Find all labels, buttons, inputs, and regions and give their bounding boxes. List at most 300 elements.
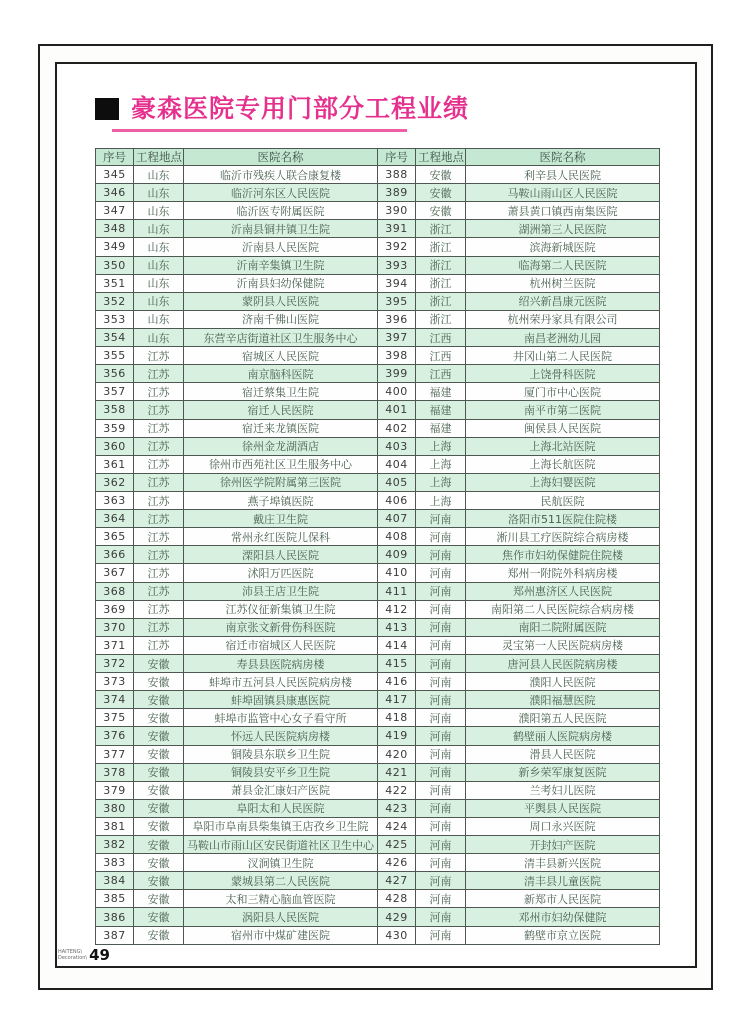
location-cell: 河南 xyxy=(416,781,466,799)
table-row xyxy=(96,274,378,292)
hospital-name-cell: 徐州金龙湖酒店 xyxy=(184,437,378,455)
table-row xyxy=(378,600,660,618)
row-number-cell: 369 xyxy=(96,600,134,618)
row-number-cell: 372 xyxy=(96,654,134,672)
location-cell: 山东 xyxy=(134,292,184,310)
table-row xyxy=(378,347,660,365)
location-cell: 安徽 xyxy=(134,836,184,854)
location-cell: 江西 xyxy=(416,347,466,365)
location-cell: 江苏 xyxy=(134,528,184,546)
table-row xyxy=(96,510,378,528)
hospital-name-cell: 临沂河东区人民医院 xyxy=(184,184,378,202)
hospital-name-cell: 南阳第二人民医院综合病房楼 xyxy=(466,600,660,618)
table-row xyxy=(96,292,378,310)
location-cell: 河南 xyxy=(416,727,466,745)
row-number-cell: 412 xyxy=(378,600,416,618)
row-number-cell: 363 xyxy=(96,491,134,509)
hospital-name-cell: 洛阳市511医院住院楼 xyxy=(466,510,660,528)
location-cell: 浙江 xyxy=(416,220,466,238)
hospital-name-cell: 寿县县医院病房楼 xyxy=(184,654,378,672)
table-row xyxy=(96,528,378,546)
row-number-cell: 419 xyxy=(378,727,416,745)
location-cell: 江苏 xyxy=(134,564,184,582)
location-cell: 安徽 xyxy=(416,202,466,220)
table-row xyxy=(378,383,660,401)
row-number-cell: 413 xyxy=(378,618,416,636)
location-cell: 福建 xyxy=(416,401,466,419)
hospital-name-cell: 上海北站医院 xyxy=(466,437,660,455)
row-number-cell: 402 xyxy=(378,419,416,437)
row-number-cell: 428 xyxy=(378,890,416,908)
location-cell: 安徽 xyxy=(416,184,466,202)
location-cell: 江苏 xyxy=(134,455,184,473)
hospital-name-cell: 太和三精心脑血管医院 xyxy=(184,890,378,908)
hospital-name-cell: 淅川县工疗医院综合病房楼 xyxy=(466,528,660,546)
hospital-name-cell: 徐州医学院附属第三医院 xyxy=(184,473,378,491)
header-project-location: 工程地点 xyxy=(416,149,466,166)
row-number-cell: 387 xyxy=(96,926,134,944)
table-row xyxy=(378,256,660,274)
row-number-cell: 410 xyxy=(378,564,416,582)
hospital-name-cell: 南京张文新骨伤科医院 xyxy=(184,618,378,636)
row-number-cell: 358 xyxy=(96,401,134,419)
row-number-cell: 430 xyxy=(378,926,416,944)
table-row xyxy=(96,709,378,727)
table-row xyxy=(378,220,660,238)
location-cell: 浙江 xyxy=(416,292,466,310)
row-number-cell: 396 xyxy=(378,310,416,328)
location-cell: 江苏 xyxy=(134,546,184,564)
hospital-name-cell: 邓州市妇幼保健院 xyxy=(466,908,660,926)
table-row xyxy=(96,908,378,926)
location-cell: 河南 xyxy=(416,890,466,908)
hospital-name-cell: 沂南辛集镇卫生院 xyxy=(184,256,378,274)
hospital-name-cell: 井冈山第二人民医院 xyxy=(466,347,660,365)
row-number-cell: 350 xyxy=(96,256,134,274)
location-cell: 安徽 xyxy=(134,691,184,709)
row-number-cell: 414 xyxy=(378,636,416,654)
hospital-name-cell: 鹤壁市京立医院 xyxy=(466,926,660,944)
location-cell: 山东 xyxy=(134,274,184,292)
row-number-cell: 393 xyxy=(378,256,416,274)
row-number-cell: 360 xyxy=(96,437,134,455)
location-cell: 安徽 xyxy=(134,926,184,944)
header-hospital-name: 医院名称 xyxy=(184,149,378,166)
row-number-cell: 391 xyxy=(378,220,416,238)
table-row xyxy=(96,582,378,600)
hospital-name-cell: 宿迁蔡集卫生院 xyxy=(184,383,378,401)
footer-brand-block xyxy=(58,946,110,964)
hospital-name-cell: 兰考妇儿医院 xyxy=(466,781,660,799)
table-row xyxy=(96,872,378,890)
location-cell: 福建 xyxy=(416,419,466,437)
table-row xyxy=(378,546,660,564)
table-row xyxy=(378,292,660,310)
hospital-name-cell: 平舆县人民医院 xyxy=(466,799,660,817)
hospital-name-cell: 涡阳县人民医院 xyxy=(184,908,378,926)
row-number-cell: 400 xyxy=(378,383,416,401)
table-row xyxy=(378,455,660,473)
location-cell: 安徽 xyxy=(134,763,184,781)
hospital-name-cell: 郑州一附院外科病房楼 xyxy=(466,564,660,582)
location-cell: 河南 xyxy=(416,854,466,872)
hospital-name-cell: 清丰县新兴医院 xyxy=(466,854,660,872)
table-row xyxy=(96,546,378,564)
hospital-name-cell: 马鞍山市雨山区安民街道社区卫生中心 xyxy=(184,836,378,854)
row-number-cell: 406 xyxy=(378,491,416,509)
row-number-cell: 385 xyxy=(96,890,134,908)
hospital-name-cell: 郑州惠济区人民医院 xyxy=(466,582,660,600)
location-cell: 福建 xyxy=(416,383,466,401)
hospital-name-cell: 上海长航医院 xyxy=(466,455,660,473)
table-row xyxy=(96,256,378,274)
hospital-name-cell: 阜阳市阜南县柴集镇王店孜乡卫生院 xyxy=(184,817,378,835)
table-row xyxy=(378,709,660,727)
location-cell: 河南 xyxy=(416,510,466,528)
row-number-cell: 422 xyxy=(378,781,416,799)
table-row xyxy=(378,365,660,383)
table-row xyxy=(378,582,660,600)
location-cell: 江苏 xyxy=(134,491,184,509)
row-number-cell: 355 xyxy=(96,347,134,365)
row-number-cell: 417 xyxy=(378,691,416,709)
row-number-cell: 361 xyxy=(96,455,134,473)
hospital-name-cell: 萧县黄口镇西南集医院 xyxy=(466,202,660,220)
brand-line1: HAITENG\ xyxy=(58,948,83,955)
hospital-name-cell: 民航医院 xyxy=(466,491,660,509)
table-row xyxy=(378,673,660,691)
row-number-cell: 398 xyxy=(378,347,416,365)
row-number-cell: 374 xyxy=(96,691,134,709)
row-number-cell: 386 xyxy=(96,908,134,926)
row-number-cell: 383 xyxy=(96,854,134,872)
hospital-name-cell: 绍兴新昌康元医院 xyxy=(466,292,660,310)
location-cell: 江苏 xyxy=(134,473,184,491)
hospital-name-cell: 铜陵县安平乡卫生院 xyxy=(184,763,378,781)
table-row xyxy=(96,763,378,781)
table-row xyxy=(378,437,660,455)
row-number-cell: 348 xyxy=(96,220,134,238)
hospital-name-cell: 濮阳人民医院 xyxy=(466,673,660,691)
hospital-name-cell: 济南千佛山医院 xyxy=(184,310,378,328)
row-number-cell: 389 xyxy=(378,184,416,202)
location-cell: 河南 xyxy=(416,618,466,636)
table-row xyxy=(96,817,378,835)
row-number-cell: 390 xyxy=(378,202,416,220)
row-number-cell: 384 xyxy=(96,872,134,890)
table-row xyxy=(378,854,660,872)
location-cell: 河南 xyxy=(416,836,466,854)
hospital-name-cell: 新乡荣军康复医院 xyxy=(466,763,660,781)
hospital-name-cell: 清丰县儿童医院 xyxy=(466,872,660,890)
row-number-cell: 399 xyxy=(378,365,416,383)
header-serial-number: 序号 xyxy=(96,149,134,166)
row-number-cell: 346 xyxy=(96,184,134,202)
row-number-cell: 408 xyxy=(378,528,416,546)
hospital-name-cell: 马鞍山雨山区人民医院 xyxy=(466,184,660,202)
location-cell: 山东 xyxy=(134,166,184,184)
location-cell: 河南 xyxy=(416,546,466,564)
location-cell: 上海 xyxy=(416,437,466,455)
location-cell: 河南 xyxy=(416,691,466,709)
location-cell: 河南 xyxy=(416,763,466,781)
row-number-cell: 368 xyxy=(96,582,134,600)
table-row xyxy=(378,184,660,202)
hospital-name-cell: 阜阳太和人民医院 xyxy=(184,799,378,817)
table-row xyxy=(96,328,378,346)
table-row xyxy=(96,401,378,419)
location-cell: 河南 xyxy=(416,564,466,582)
location-cell: 安徽 xyxy=(416,166,466,184)
location-cell: 河南 xyxy=(416,872,466,890)
location-cell: 江苏 xyxy=(134,510,184,528)
table-row xyxy=(96,473,378,491)
table-row xyxy=(96,926,378,944)
location-cell: 江苏 xyxy=(134,401,184,419)
hospital-name-cell: 周口永兴医院 xyxy=(466,817,660,835)
location-cell: 山东 xyxy=(134,202,184,220)
location-cell: 上海 xyxy=(416,455,466,473)
row-number-cell: 359 xyxy=(96,419,134,437)
table-row xyxy=(378,926,660,944)
table-row xyxy=(378,817,660,835)
hospital-name-cell: 宿州市中煤矿建医院 xyxy=(184,926,378,944)
table-row xyxy=(378,473,660,491)
hospital-name-cell: 南阳二院附属医院 xyxy=(466,618,660,636)
table-row xyxy=(378,328,660,346)
hospital-name-cell: 灵宝第一人民医院病房楼 xyxy=(466,636,660,654)
row-number-cell: 353 xyxy=(96,310,134,328)
table-row xyxy=(96,890,378,908)
table-row xyxy=(96,419,378,437)
title-underline xyxy=(112,129,407,132)
row-number-cell: 426 xyxy=(378,854,416,872)
hospital-name-cell: 萧县金汇康妇产医院 xyxy=(184,781,378,799)
location-cell: 安徽 xyxy=(134,654,184,672)
hospital-name-cell: 濮阳福慧医院 xyxy=(466,691,660,709)
row-number-cell: 373 xyxy=(96,673,134,691)
row-number-cell: 364 xyxy=(96,510,134,528)
brand-line2: Decoration\ xyxy=(58,955,88,961)
location-cell: 安徽 xyxy=(134,709,184,727)
hospital-name-cell: 杭州树兰医院 xyxy=(466,274,660,292)
location-cell: 江苏 xyxy=(134,419,184,437)
location-cell: 山东 xyxy=(134,328,184,346)
hospital-name-cell: 戴庄卫生院 xyxy=(184,510,378,528)
row-number-cell: 366 xyxy=(96,546,134,564)
hospital-name-cell: 焦作市妇幼保健院住院楼 xyxy=(466,546,660,564)
hospital-name-cell: 滨海新城医院 xyxy=(466,238,660,256)
hospital-name-cell: 鹤壁丽人医院病房楼 xyxy=(466,727,660,745)
row-number-cell: 365 xyxy=(96,528,134,546)
hospital-name-cell: 怀远人民医院病房楼 xyxy=(184,727,378,745)
row-number-cell: 407 xyxy=(378,510,416,528)
row-number-cell: 427 xyxy=(378,872,416,890)
row-number-cell: 371 xyxy=(96,636,134,654)
header-serial-number: 序号 xyxy=(378,149,416,166)
location-cell: 安徽 xyxy=(134,890,184,908)
hospital-name-cell: 临沂市残疾人联合康复楼 xyxy=(184,166,378,184)
location-cell: 江西 xyxy=(416,328,466,346)
table-row xyxy=(96,437,378,455)
location-cell: 江苏 xyxy=(134,365,184,383)
hospital-name-cell: 新郑市人民医院 xyxy=(466,890,660,908)
table-row xyxy=(378,745,660,763)
table-row xyxy=(378,419,660,437)
row-number-cell: 352 xyxy=(96,292,134,310)
hospital-name-cell: 闽侯县人民医院 xyxy=(466,419,660,437)
table-row xyxy=(378,836,660,854)
location-cell: 河南 xyxy=(416,528,466,546)
table-row xyxy=(378,799,660,817)
table-row xyxy=(96,854,378,872)
row-number-cell: 429 xyxy=(378,908,416,926)
location-cell: 河南 xyxy=(416,582,466,600)
table-row xyxy=(378,238,660,256)
table-row xyxy=(378,510,660,528)
row-number-cell: 409 xyxy=(378,546,416,564)
row-number-cell: 394 xyxy=(378,274,416,292)
hospital-name-cell: 沂南县铜井镇卫生院 xyxy=(184,220,378,238)
row-number-cell: 424 xyxy=(378,817,416,835)
hospital-name-cell: 宿迁来龙镇医院 xyxy=(184,419,378,437)
row-number-cell: 425 xyxy=(378,836,416,854)
page-title: 豪森医院专用门部分工程业绩 xyxy=(131,94,470,123)
table-row xyxy=(96,184,378,202)
location-cell: 河南 xyxy=(416,745,466,763)
row-number-cell: 362 xyxy=(96,473,134,491)
location-cell: 河南 xyxy=(416,817,466,835)
row-number-cell: 345 xyxy=(96,166,134,184)
table-row xyxy=(378,872,660,890)
table-row xyxy=(378,691,660,709)
hospital-name-cell: 临海第二人民医院 xyxy=(466,256,660,274)
hospital-name-cell: 南京脑科医院 xyxy=(184,365,378,383)
header-project-location: 工程地点 xyxy=(134,149,184,166)
row-number-cell: 405 xyxy=(378,473,416,491)
table-row xyxy=(378,202,660,220)
hospital-name-cell: 宿迁市宿城区人民医院 xyxy=(184,636,378,654)
table-row xyxy=(96,238,378,256)
table-row xyxy=(378,636,660,654)
hospital-name-cell: 南昌老洲幼儿园 xyxy=(466,328,660,346)
row-number-cell: 378 xyxy=(96,763,134,781)
table-row xyxy=(96,745,378,763)
page-number: 49 xyxy=(89,946,110,964)
table-row xyxy=(378,618,660,636)
row-number-cell: 370 xyxy=(96,618,134,636)
table-row xyxy=(96,727,378,745)
project-performance-tables xyxy=(95,148,659,945)
location-cell: 浙江 xyxy=(416,310,466,328)
hospital-name-cell: 开封妇产医院 xyxy=(466,836,660,854)
location-cell: 河南 xyxy=(416,926,466,944)
hospital-name-cell: 上海妇婴医院 xyxy=(466,473,660,491)
location-cell: 江苏 xyxy=(134,347,184,365)
location-cell: 安徽 xyxy=(134,817,184,835)
table-row xyxy=(96,673,378,691)
table-row xyxy=(96,310,378,328)
performance-table-right xyxy=(377,148,660,945)
table-row xyxy=(378,654,660,672)
hospital-name-cell: 江苏仪征新集镇卫生院 xyxy=(184,600,378,618)
hospital-name-cell: 沂南县人民医院 xyxy=(184,238,378,256)
hospital-name-cell: 利辛县人民医院 xyxy=(466,166,660,184)
hospital-name-cell: 徐州市西苑社区卫生服务中心 xyxy=(184,455,378,473)
table-row xyxy=(96,383,378,401)
location-cell: 山东 xyxy=(134,220,184,238)
table-row xyxy=(96,781,378,799)
brand-logo-text xyxy=(58,949,87,962)
row-number-cell: 375 xyxy=(96,709,134,727)
row-number-cell: 403 xyxy=(378,437,416,455)
row-number-cell: 392 xyxy=(378,238,416,256)
row-number-cell: 381 xyxy=(96,817,134,835)
hospital-name-cell: 铜陵县东联乡卫生院 xyxy=(184,745,378,763)
row-number-cell: 397 xyxy=(378,328,416,346)
location-cell: 上海 xyxy=(416,473,466,491)
hospital-name-cell: 上饶骨科医院 xyxy=(466,365,660,383)
row-number-cell: 347 xyxy=(96,202,134,220)
location-cell: 山东 xyxy=(134,238,184,256)
hospital-name-cell: 溧阳县人民医院 xyxy=(184,546,378,564)
row-number-cell: 351 xyxy=(96,274,134,292)
row-number-cell: 420 xyxy=(378,745,416,763)
hospital-name-cell: 宿城区人民医院 xyxy=(184,347,378,365)
location-cell: 江西 xyxy=(416,365,466,383)
hospital-name-cell: 常州永红医院儿保科 xyxy=(184,528,378,546)
table-row xyxy=(96,836,378,854)
row-number-cell: 423 xyxy=(378,799,416,817)
location-cell: 安徽 xyxy=(134,854,184,872)
location-cell: 安徽 xyxy=(134,781,184,799)
row-number-cell: 354 xyxy=(96,328,134,346)
location-cell: 河南 xyxy=(416,709,466,727)
table-row xyxy=(96,202,378,220)
table-row xyxy=(96,166,378,184)
hospital-name-cell: 沛县王店卫生院 xyxy=(184,582,378,600)
location-cell: 山东 xyxy=(134,184,184,202)
hospital-name-cell: 滑县人民医院 xyxy=(466,745,660,763)
hospital-name-cell: 东营辛店街道社区卫生服务中心 xyxy=(184,328,378,346)
table-row xyxy=(378,763,660,781)
hospital-name-cell: 杭州荣丹家具有限公司 xyxy=(466,310,660,328)
hospital-name-cell: 蚌埠固镇县康惠医院 xyxy=(184,691,378,709)
location-cell: 江苏 xyxy=(134,618,184,636)
location-cell: 安徽 xyxy=(134,673,184,691)
table-row xyxy=(96,799,378,817)
row-number-cell: 357 xyxy=(96,383,134,401)
row-number-cell: 379 xyxy=(96,781,134,799)
table-row xyxy=(96,365,378,383)
location-cell: 上海 xyxy=(416,491,466,509)
hospital-name-cell: 沭阳万匹医院 xyxy=(184,564,378,582)
row-number-cell: 421 xyxy=(378,763,416,781)
table-row xyxy=(378,274,660,292)
row-number-cell: 377 xyxy=(96,745,134,763)
table-header-row xyxy=(378,149,660,166)
hospital-name-cell: 厦门市中心医院 xyxy=(466,383,660,401)
hospital-name-cell: 蒙城县第二人民医院 xyxy=(184,872,378,890)
location-cell: 河南 xyxy=(416,654,466,672)
location-cell: 江苏 xyxy=(134,600,184,618)
hospital-name-cell: 蒙阴县人民医院 xyxy=(184,292,378,310)
row-number-cell: 411 xyxy=(378,582,416,600)
title-bullet-square-icon xyxy=(95,98,119,120)
hospital-name-cell: 蚌埠市监管中心女子看守所 xyxy=(184,709,378,727)
row-number-cell: 418 xyxy=(378,709,416,727)
hospital-name-cell: 南平市第二医院 xyxy=(466,401,660,419)
